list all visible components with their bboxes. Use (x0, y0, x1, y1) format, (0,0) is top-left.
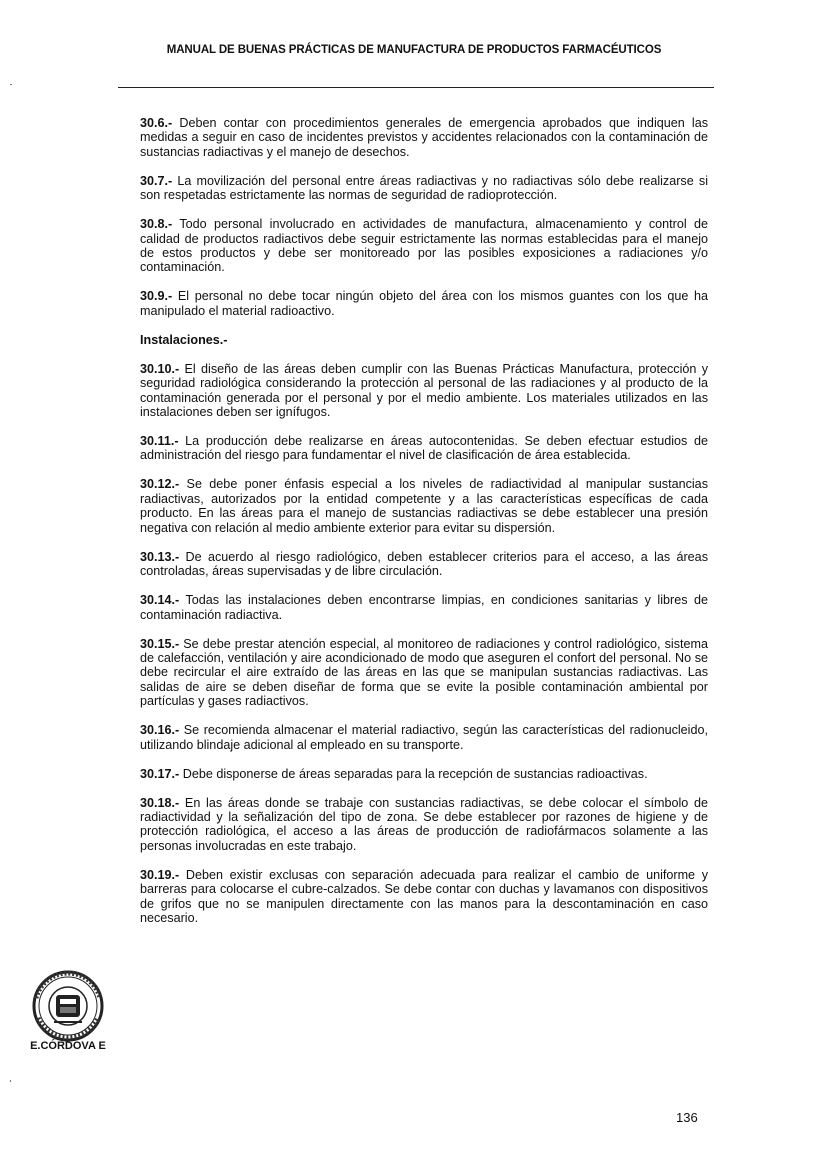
paragraph-number: 30.13.- (140, 549, 180, 564)
paragraph-30-18 (140, 796, 708, 854)
scan-speck (10, 84, 12, 85)
paragraph-text: Se debe poner énfasis especial a los niveles de radiactividad al manipular sustancias radiactivas, autorizados por la entidad competente y a las características específicas de cada producto. En las áreas para el manejo de sustancias radiactivas se debe establecer una presión negativa con relación al medio ambiente exterior para evitar su dispersión. (140, 477, 708, 535)
paragraph-number: 30.6.- (140, 116, 173, 130)
paragraph-text: Todas las instalaciones deben encontrarse limpias, en condiciones sanitarias y libres de contaminación radiactiva. (140, 593, 708, 622)
paragraph-number: 30.19.- (140, 867, 180, 882)
paragraph-30-10 (140, 362, 708, 420)
paragraph-text: La producción debe realizarse en áreas autocontenidas. Se deben efectuar estudios de administración del riesgo para fundamentar el nivel de clasificación de área establecida. (140, 434, 708, 463)
page-header: MANUAL DE BUENAS PRÁCTICAS DE MANUFACTURA DE PRODUCTOS FARMACÉUTICOS (166, 44, 662, 56)
paragraph-30-12 (140, 477, 708, 535)
document-body (140, 116, 708, 940)
paragraph-30-15 (140, 637, 708, 709)
paragraph-30-7 (140, 174, 708, 203)
header-divider (118, 87, 714, 88)
paragraph-text: De acuerdo al riesgo radiológico, deben establecer criterios para el acceso, a las áreas controladas, áreas supervisadas y de libre circulación. (140, 549, 708, 579)
paragraph-number: 30.16.- (140, 723, 180, 738)
paragraph-30-19 (140, 868, 708, 926)
paragraph-text: Se debe prestar atención especial, al monitoreo de radiaciones y control radiológico, sistema de calefacción, ventilación y aire acondicionado de modo que aseguren el confort del personal. No se debe recircular el aire extraído de las áreas en las que se manipulan sustancias radiactivas. Las salidas de aire se deben diseñar de forma que se evite la posible contaminación ambiental por partículas y gases radiactivos. (140, 636, 708, 709)
paragraph-30-9 (140, 289, 708, 318)
paragraph-number: 30.15.- (140, 636, 180, 651)
paragraph-number: 30.7.- (140, 173, 173, 188)
paragraph-number: 30.9.- (140, 289, 173, 304)
paragraph-text: Deben existir exclusas con separación adecuada para realizar el cambio de uniforme y barreras para colocarse el cubre-calzados. Se debe contar con duchas y lavamanos con dispositivos de grifos que no se manipulen directamente con las manos para la descontaminación en caso necesario. (140, 867, 708, 925)
paragraph-number: 30.17.- (140, 766, 180, 781)
paragraph-text: El personal no debe tocar ningún objeto del área con los mismos guantes con los que ha manipulado el material radioactivo. (140, 289, 708, 318)
paragraph-text: Se recomienda almacenar el material radiactivo, según las características del radionucleido, utilizando blindaje adicional al empleado en su transporte. (140, 723, 708, 752)
paragraph-30-17 (140, 767, 708, 781)
paragraph-text: Debe disponerse de áreas separadas para la recepción de sustancias radioactivas. (179, 766, 648, 781)
paragraph-number: 30.12.- (140, 477, 180, 492)
paragraph-30-8 (140, 217, 708, 275)
seal-signature-name: E.CÓRDOVA E (30, 1040, 106, 1052)
page-number: 136 (676, 1110, 698, 1125)
scan-speck (10, 1080, 11, 1082)
paragraph-text: En las áreas donde se trabaje con sustancias radiactivas, se debe colocar el símbolo de radiactividad y la señalización del tipo de zona. Se debe establecer por razones de higiene y de protección radiológica, el acceso a las áreas de producción de radiofármacos solamente a las personas involucradas en este trabajo. (140, 795, 708, 853)
paragraph-text: La movilización del personal entre áreas radiactivas y no radiactivas sólo debe realizarse si son respetadas estrictamente las normas de seguridad de radioprotección. (140, 173, 708, 203)
paragraph-text: Todo personal involucrado en actividades de manufactura, almacenamiento y control de calidad de productos radiactivos debe seguir estrictamente las normas establecidas para el manejo de estos productos y debe ser monitoreado por las posibles exposiciones a radiaciones y/o contaminación. (140, 217, 708, 275)
paragraph-30-6 (140, 116, 708, 159)
paragraph-number: 30.11.- (140, 434, 179, 449)
section-heading: Instalaciones.- (140, 332, 228, 347)
paragraph-number: 30.18.- (140, 795, 180, 810)
paragraph-30-13 (140, 550, 708, 579)
paragraph-30-16 (140, 723, 708, 752)
paragraph-30-11 (140, 434, 708, 463)
paragraph-number: 30.14.- (140, 593, 180, 608)
paragraph-30-14 (140, 593, 708, 622)
paragraph-number: 30.8.- (140, 217, 173, 232)
paragraph-text: El diseño de las áreas deben cumplir con las Buenas Prácticas Manufactura, protección y seguridad radiológica considerando la protección al personal de las radiaciones y al producto de la contaminación generada por el personal y por el medio ambiente. Los materiales utilizados en las instalaciones deben ser ignífugos. (140, 361, 708, 420)
paragraph-number: 30.10.- (140, 361, 180, 376)
paragraph-text: Deben contar con procedimientos generales de emergencia aprobados que indiquen las medidas a seguir en caso de incidentes previstos y accidentes relacionados con la contaminación de sustancias radiactivas y el manejo de desechos. (140, 116, 708, 159)
